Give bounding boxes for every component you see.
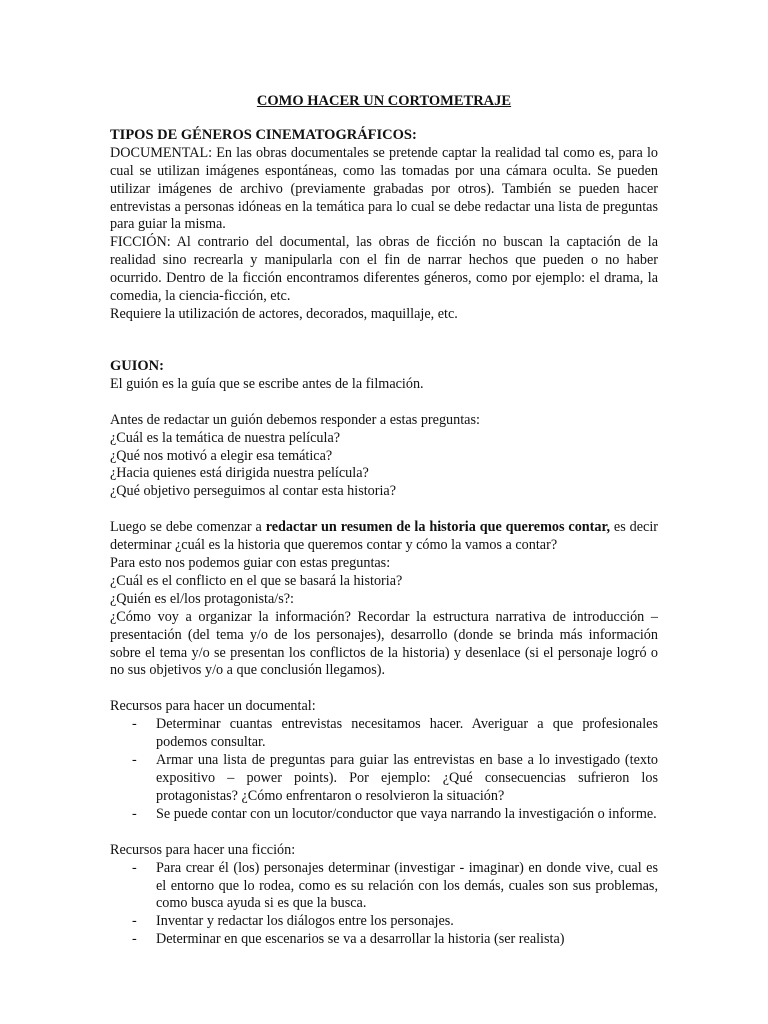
list-item-text: Para crear él (los) personajes determinar (investigar - imaginar) en donde vive, cual es el entorno que lo rodea, como es su relación con los demás, cuales son sus problemas, como busca ayuda si es que la busca. <box>156 859 658 912</box>
list-item <box>110 913 658 931</box>
recursos-documental-list <box>110 716 658 823</box>
spacer <box>110 501 658 519</box>
guion-intro: El guión es la guía que se escribe antes de la filmación. <box>110 375 424 392</box>
recursos-documental-heading: Recursos para hacer un documental: <box>110 698 316 715</box>
questions-intro: Antes de redactar un guión debemos responder a estas preguntas: <box>110 411 480 428</box>
list-item-text: Determinar cuantas entrevistas necesitamos hacer. Averiguar a que profesionales podemos consultar. <box>156 716 658 751</box>
question-line: ¿Qué objetivo perseguimos al contar esta historia? <box>110 483 397 500</box>
spacer <box>110 824 658 842</box>
dash-bullet: - <box>132 752 137 769</box>
list-item-text: Se puede contar con un locutor/conductor que vaya narrando la investigación o informe. <box>156 805 657 822</box>
recursos-ficcion-list <box>110 860 658 950</box>
guide-question-line: ¿Cuál es el conflicto en el que se basará la historia? <box>110 572 403 589</box>
organizar-paragraph: ¿Cómo voy a organizar la información? Recordar la estructura narrativa de introducción – presentación (del tema y/o de los personajes), desarrollo (donde se brinda más información sobre el tema y/o se presentan los conflictos de la historia) y desenlace (si el personaje logró o no sus objetivos y/o a que conclusión llegamos). <box>110 608 658 679</box>
requiere-paragraph: Requiere la utilización de actores, decorados, maquillaje, etc. <box>110 305 458 322</box>
spacer <box>110 324 658 358</box>
question-line: ¿Qué nos motivó a elegir esa temática? <box>110 447 333 464</box>
genres-heading: TIPOS DE GÉNEROS CINEMATOGRÁFICOS: <box>110 126 417 143</box>
question-line: ¿Hacia quienes está dirigida nuestra película? <box>110 465 369 482</box>
list-item-text: Inventar y redactar los diálogos entre los personajes. <box>156 913 454 930</box>
spacer <box>110 680 658 698</box>
list-item-text: Determinar en que escenarios se va a desarrollar la historia (ser realista) <box>156 931 565 948</box>
documental-paragraph: DOCUMENTAL: En las obras documentales se pretende captar la realidad tal como es, para lo cual se utilizan imágenes espontáneas, como las tomadas por una cámara oculta. Se pueden utilizar imágenes de archivo (previamente grabadas por otros). También se pueden hacer entrevistas a personas idóneas en la temática para lo cual se debe redactar una lista de preguntas para guiar la misma. <box>110 144 658 233</box>
luego-paragraph <box>110 519 658 555</box>
guide-question-line: ¿Quién es el/los protagonista/s?: <box>110 590 295 607</box>
question-line: ¿Cuál es la temática de nuestra película? <box>110 429 341 446</box>
dash-bullet: - <box>132 859 137 876</box>
list-item <box>110 860 658 914</box>
spacer <box>110 394 658 412</box>
luego-prefix: Luego se debe comenzar a <box>110 519 266 536</box>
dash-bullet: - <box>132 931 137 948</box>
list-item <box>110 716 658 752</box>
list-item-text: Armar una lista de preguntas para guiar las entrevistas en base a lo investigado (texto expositivo – power points). Por ejemplo: ¿Qué consecuencias sufrieron los protagonistas? ¿Cómo enfrentaron o resolvieron la situación? <box>156 752 658 804</box>
dash-bullet: - <box>132 716 137 733</box>
list-item <box>110 752 658 806</box>
guion-heading: GUION: <box>110 357 164 374</box>
list-item <box>110 806 658 824</box>
page-title: COMO HACER UN CORTOMETRAJE <box>256 93 512 109</box>
recursos-ficcion-heading: Recursos para hacer una ficción: <box>110 841 296 858</box>
dash-bullet: - <box>132 805 137 822</box>
luego-rest: es decir determinar ¿cuál es la historia que queremos contar y cómo la vamos a contar? <box>110 519 658 554</box>
list-item <box>110 931 658 949</box>
luego-bold-text: redactar un resumen de la historia que queremos contar, <box>265 519 611 536</box>
ficcion-paragraph: FICCIÓN: Al contrario del documental, las obras de ficción no buscan la captación de la realidad sino recrearla y manipularla con el fin de narrar hechos que pueden o no haber ocurrido. Dentro de la ficción encontramos diferentes géneros, como por ejemplo: el drama, la comedia, la ciencia-ficción, etc. <box>110 234 658 305</box>
guiar-line: Para esto nos podemos guiar con estas preguntas: <box>110 555 391 572</box>
dash-bullet: - <box>132 913 137 930</box>
document-body <box>110 93 658 949</box>
